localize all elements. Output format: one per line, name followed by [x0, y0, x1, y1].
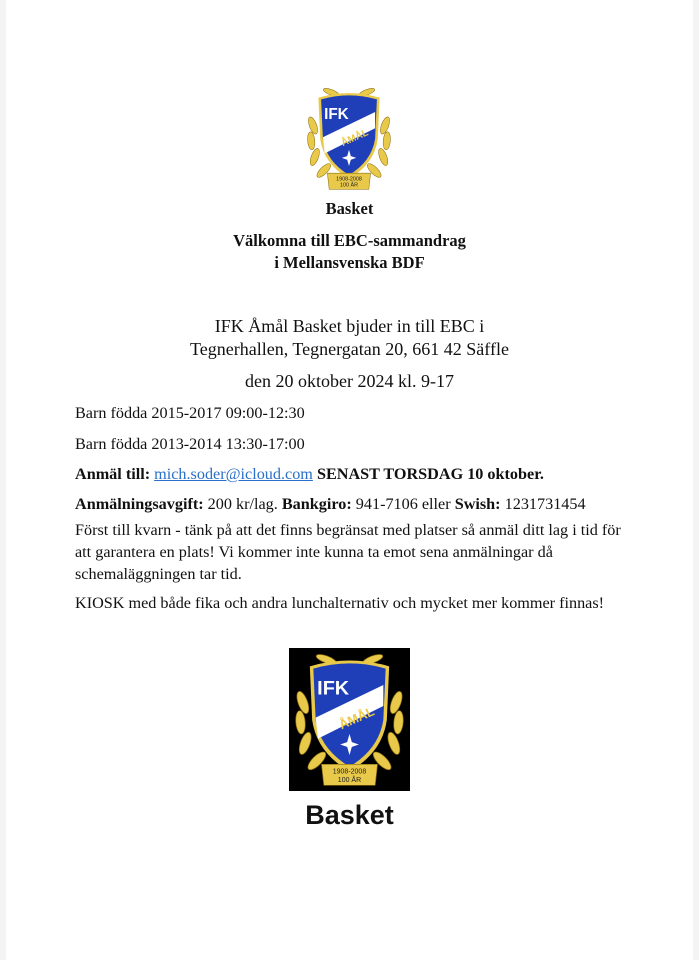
- subtitle: Basket: [325, 199, 374, 218]
- bankgiro-label: Bankgiro:: [281, 495, 352, 513]
- intro-line-2: Tegnerhallen, Tegnergatan 20, 661 42 Säffle: [190, 339, 509, 359]
- intro-line-1: IFK Åmål Basket bjuder in till EBC i: [214, 316, 485, 336]
- swish-value: 1231731454: [504, 495, 586, 513]
- schedule-item: Barn födda 2013-2014 13:30-17:00: [75, 435, 305, 453]
- title-line-2: i Mellansvenska BDF: [274, 253, 425, 272]
- signup-deadline: SENAST TORSDAG 10 oktober.: [316, 465, 544, 483]
- kiosk-paragraph: KIOSK med både fika och andra lunchalternativ och mycket mer kommer finnas!: [75, 594, 605, 612]
- title-line-1: Välkomna till EBC-sammandrag: [233, 231, 466, 250]
- notice-paragraph: Först till kvarn - tänk på att det finns begränsat med platser så anmäl ditt lag i tid för att garantera en plats! Vi kommer inte kunna ta emot sena anmälningar då schemaläggningen tar tid.: [75, 521, 621, 583]
- ifk-amal-logo-bottom: [289, 648, 410, 791]
- swish-label: Swish:: [454, 495, 501, 513]
- ifk-amal-logo-top: [302, 85, 396, 193]
- signup-line: [75, 465, 544, 484]
- signup-email-link[interactable]: mich.soder@icloud.com: [154, 465, 313, 483]
- footer-basket-label: Basket: [305, 800, 394, 830]
- fee-label: Anmälningsavgift:: [75, 495, 204, 513]
- bankgiro-value: 941-7106 eller: [355, 495, 451, 513]
- schedule-item: Barn födda 2015-2017 09:00-12:30: [75, 404, 305, 422]
- fee-amount: 200 kr/lag.: [207, 495, 278, 513]
- fee-line: [75, 495, 586, 514]
- event-date: den 20 oktober 2024 kl. 9-17: [245, 371, 454, 391]
- signup-label: Anmäl till:: [75, 465, 151, 483]
